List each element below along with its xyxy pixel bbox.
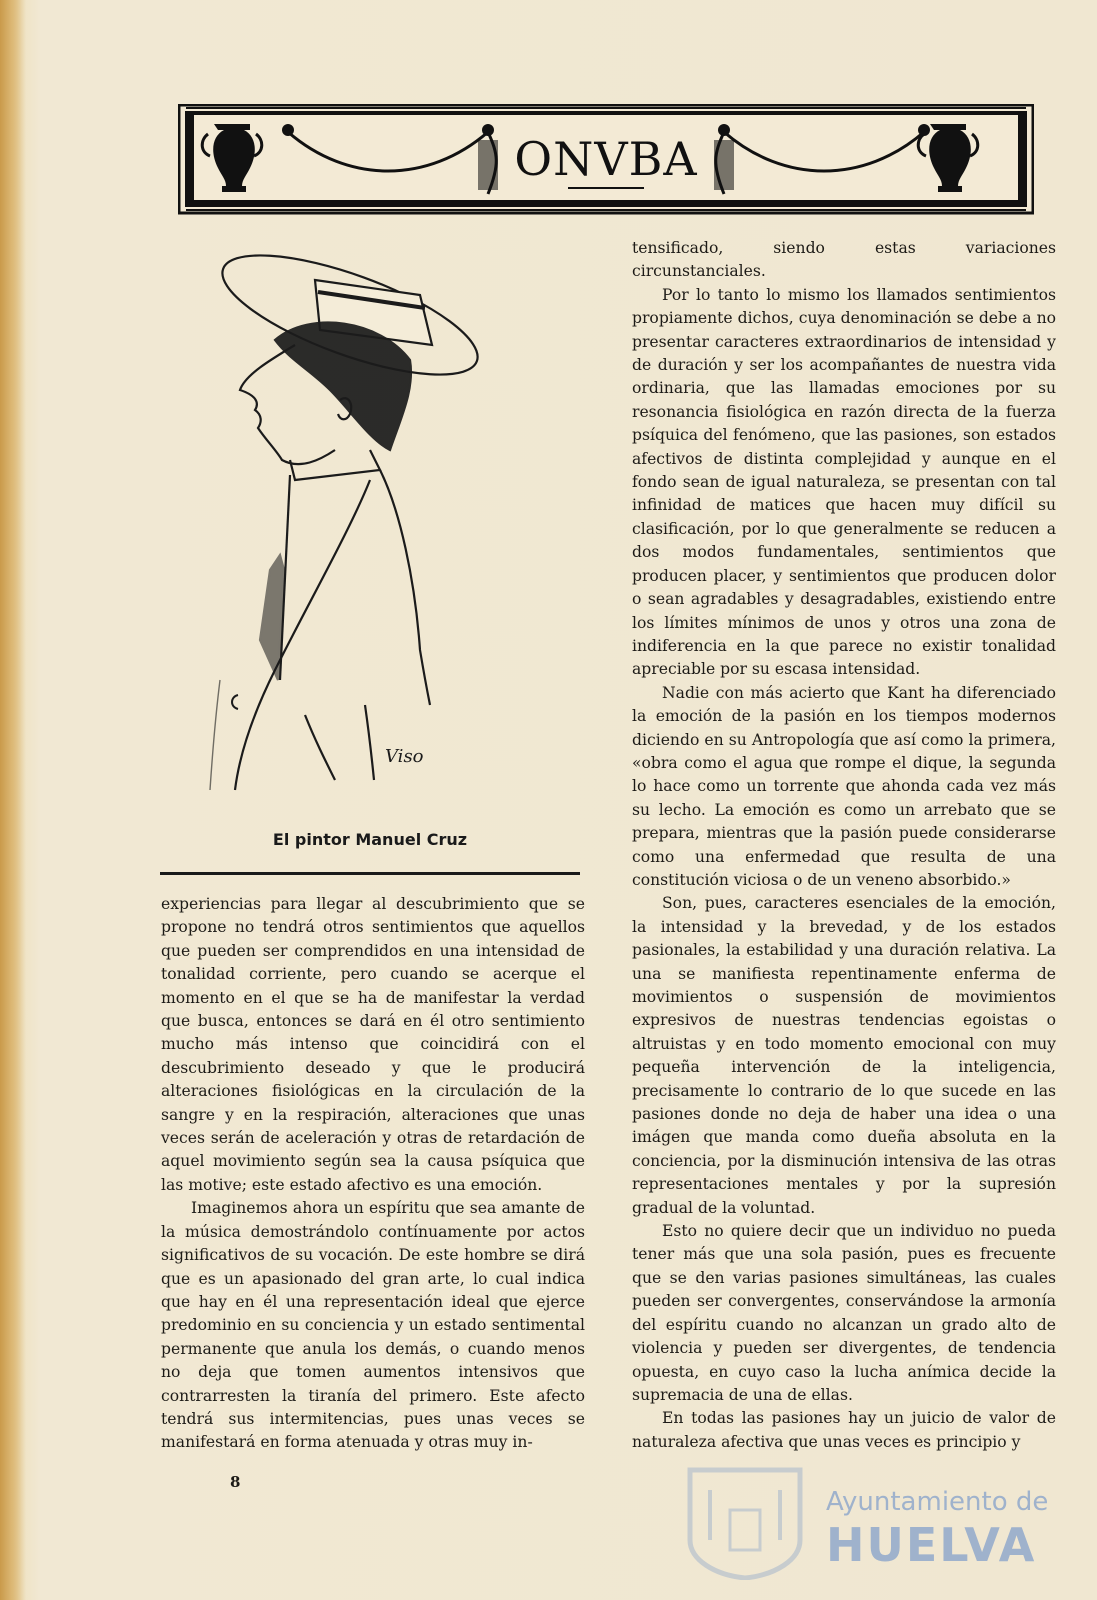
illustration-caption: El pintor Manuel Cruz <box>272 830 468 849</box>
watermark-line2: HUELVA <box>826 1518 1037 1572</box>
paragraph: En todas las pasiones hay un juicio de valor de naturaleza afectiva que unas veces es principio y <box>632 1409 1056 1451</box>
masthead-banner <box>178 104 1034 216</box>
paragraph: experiencias para llegar al descubrimiento que se propone no tendrá otros sentimientos que aquellos que pueden ser comprendidos en una intensidad de tonalidad corriente, pero cuando se acerque el momento en el que se ha de manifestar la verdad que busca, entonces se dará en él otro sentimiento mucho más intenso que coincidirá con el descubrimiento deseado y que le producirá alteraciones fisiológicas en la circulación de la sangre y en la respiración, alteraciones que unas veces serán de aceleración y otras de retardación de aquel movimiento según sea la causa psíquica que las motive; este estado afectivo es una emoción. <box>161 895 585 1194</box>
section-divider <box>160 872 580 875</box>
left-text-column <box>161 893 585 1455</box>
caricature-illustration <box>200 250 530 830</box>
page-number: 8 <box>230 1473 241 1491</box>
paragraph: Por lo tanto lo mismo los llamados sentimientos propiamente dichos, cuya denominación se debe a no presentar caracteres extraordinarios de intensidad y de duración y ser los acompañantes de nuestra vida ordinaria, que las llamadas emociones por su resonancia fisiológica en razón directa de la fuerza psíquica del fenómeno, que las pasiones, son estados afectivos de distinta complejidad y aunque en el fondo sean de igual naturaleza, se presentan con tal infinidad de matices que hacen muy difícil su clasificación, por lo que generalmente se reducen a dos modos fundamentales, sentimientos que producen placer, y sentimientos que producen dolor o sean agradables y desagradables, existiendo entre los límites mínimos de unos y otros una zona de indiferencia en la que parece no existir tonalidad apreciable por su escasa intensidad. <box>632 285 1056 679</box>
page-spine-shadow <box>0 0 26 1600</box>
masthead-title: ONVBA <box>514 132 698 186</box>
right-text-column <box>632 237 1056 1454</box>
paragraph: Esto no quiere decir que un individuo no pueda tener más que una sola pasión, pues es frecuente que se den varias pasiones simultáneas, las cuales pueden ser convergentes, conservándose la armonía del espíritu cuando no alcanzan un grado alto de violencia y pueden ser divergentes, de tendencia opuesta, en cuyo caso la lucha anímica decide la supremacia de una de ellas. <box>632 1222 1056 1404</box>
paragraph: Imaginemos ahora un espíritu que sea amante de la música demostrándolo contínuamente por actos significativos de su vocación. De este hombre se dirá que es un apasionado del gran arte, lo cual indica que hay en él una representación ideal que ejerce predominio en su conciencia y un estado sentimental permanente que anula los demás, o cuando menos no deja que tomen aumentos intensivos que contrarresten la tiranía del primero. Este afecto tendrá sus intermitencias, pues unas veces se manifestará en forma atenuada y otras muy in- <box>161 1199 585 1452</box>
paragraph: tensificado, siendo estas variaciones circunstanciales. <box>632 239 1056 281</box>
paragraph: Son, pues, caracteres esenciales de la emoción, la intensidad y la brevedad, y de los estados pasionales, la estabilidad y una duración relativa. La una se manifiesta repentinamente enferma de movimientos o suspensión de movimientos expresivos de nuestras tendencias egoistas o altruistas y en todo momento emocional con muy pequeña intervención de la inteligencia, precisamente lo contrario de lo que sucede en las pasiones donde no deja de haber una idea o una imágen que manda como dueña absoluta en la conciencia, por la disminución intensiva de las otras representaciones mentales y por la supresión gradual de la voluntad. <box>632 894 1056 1217</box>
watermark-line1: Ayuntamiento de <box>826 1487 1049 1517</box>
paragraph: Nadie con más acierto que Kant ha diferenciado la emoción de la pasión en los tiempos modernos diciendo en su Antropología que así como la primera, «obra como el agua que rompe el dique, la segunda lo hace como un torrente que ahonda cada vez más su lecho. La emoción es como un arrebato que se prepara, mientras que la pasión puede considerarse como una enfermedad que resulta de una constitución viciosa o de un veneno absorbido.» <box>632 683 1056 889</box>
artist-signature: Viso <box>385 746 424 767</box>
